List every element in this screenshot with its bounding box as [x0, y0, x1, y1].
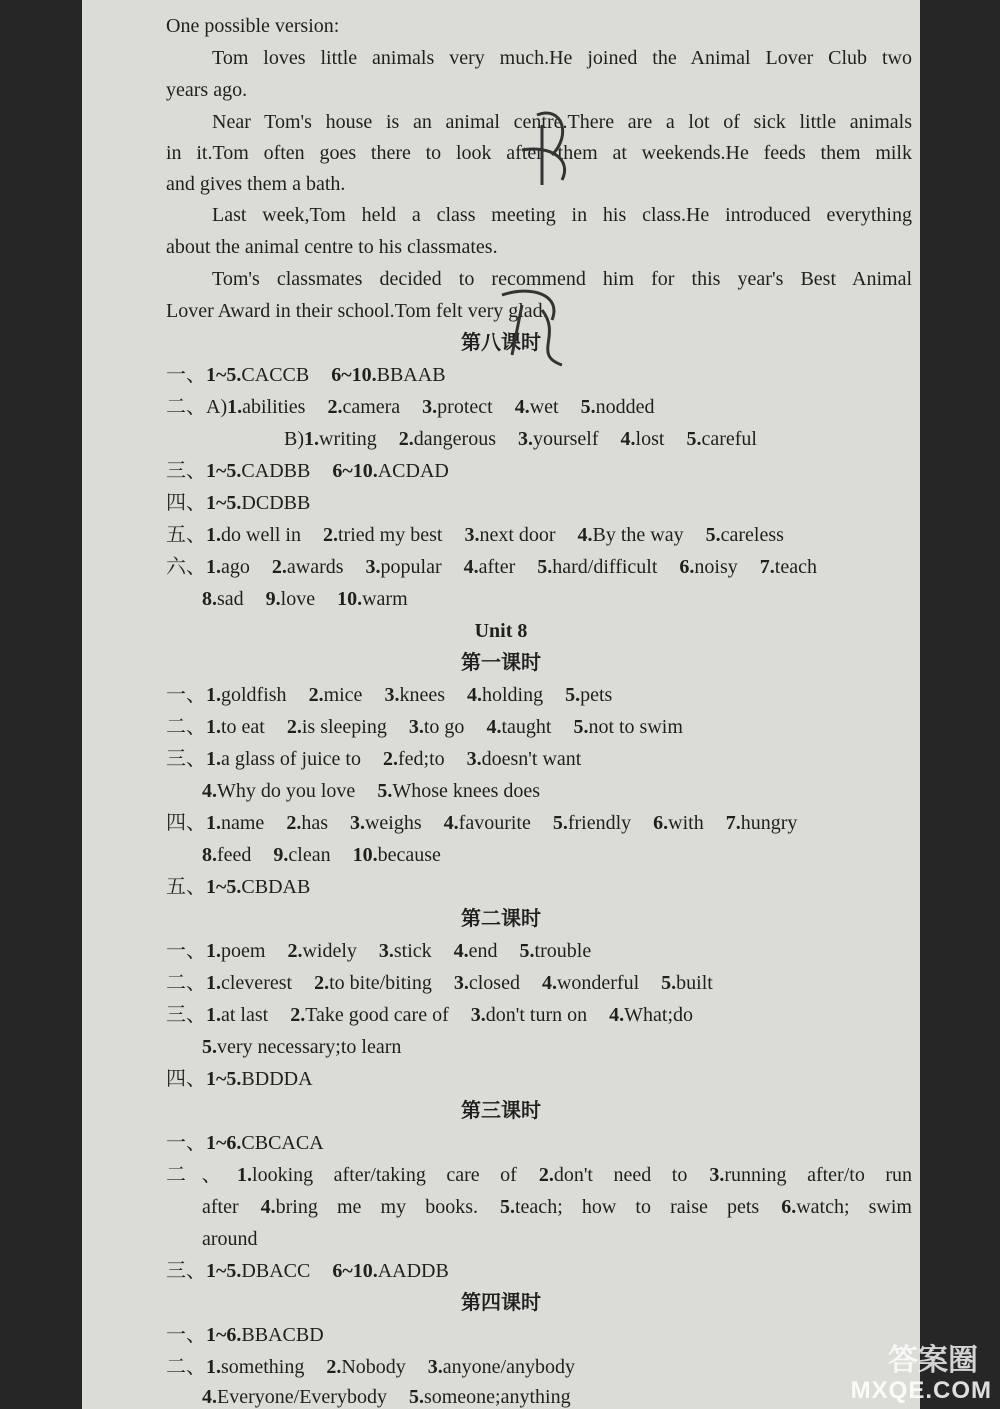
answer-row: 5.very necessary;to learn	[202, 1036, 402, 1058]
answer-row: 二、1.cleverest 2.to bite/biting 3.closed 4.wonderful 5.built	[166, 972, 713, 994]
answer-row: 三、1.at last 2.Take good care of 3.don't turn on 4.What;do	[166, 1004, 694, 1026]
answer-row: 4.Everyone/Everybody 5.someone;anything	[202, 1386, 571, 1408]
essay-line: and gives them a bath.	[166, 173, 346, 195]
answer-row: 一、1.poem 2.widely 3.stick 4.end 5.trouble	[166, 940, 592, 962]
essay-line: Tom loves little animals very much.He joined the Animal Lover Club two	[212, 47, 912, 69]
answer-row: 三、1~5.DBACC 6~10.AADDB	[166, 1260, 449, 1282]
section-heading: 第三课时	[461, 1100, 541, 1122]
answer-row: B)1.writing 2.dangerous 3.yourself 4.lost 5.careful	[284, 428, 757, 450]
unit-title: Unit 8	[474, 620, 528, 642]
answer-row: 四、1.name 2.has 3.weighs 4.favourite 5.friendly 6.with 7.hungry	[166, 812, 798, 834]
watermark	[820, 1337, 1000, 1409]
section-heading: 第四课时	[461, 1292, 541, 1314]
watermark-site: MXQE.COM	[850, 1377, 992, 1404]
answer-row: around	[202, 1228, 258, 1250]
answer-row: 4.Why do you love 5.Whose knees does	[202, 780, 541, 802]
watermark-logo: 答案圈	[888, 1343, 978, 1378]
answer-row: 二、A)1.abilities 2.camera 3.protect 4.wet 5.nodded	[166, 396, 655, 418]
essay-line: about the animal centre to his classmates.	[166, 236, 498, 258]
essay-line: Lover Award in their school.Tom felt very glad.	[166, 300, 548, 322]
answer-row: 一、1~6.BBACBD	[166, 1324, 324, 1346]
section-heading: 第二课时	[461, 908, 541, 930]
answer-row: 五、1~5.CBDAB	[166, 876, 311, 898]
essay-line: Last week,Tom held a class meeting in his class.He introduced everything	[212, 204, 912, 226]
answer-row: 六、1.ago 2.awards 3.popular 4.after 5.hard/difficult 6.noisy 7.teach	[166, 556, 817, 578]
answer-row: 四、1~5.DCDBB	[166, 492, 311, 514]
essay-line: Tom's classmates decided to recommend him for this year's Best Animal	[212, 268, 912, 290]
answer-row: 三、1~5.CADBB 6~10.ACDAD	[166, 460, 449, 482]
answer-row: 一、1~5.CACCB 6~10.BBAAB	[166, 364, 446, 386]
answer-row: 二、1.to eat 2.is sleeping 3.to go 4.taught 5.not to swim	[166, 716, 683, 738]
essay-line: Near Tom's house is an animal centre.There are a lot of sick little animals	[212, 111, 912, 133]
answer-row: 8.sad 9.love 10.warm	[202, 588, 408, 610]
answer-row: 一、1.goldfish 2.mice 3.knees 4.holding 5.pets	[166, 684, 613, 706]
essay-line: years ago.	[166, 79, 248, 101]
answer-row: 8.feed 9.clean 10.because	[202, 844, 441, 866]
answer-row: after 4.bring me my books. 5.teach; how to raise pets 6.watch; swim	[202, 1196, 912, 1218]
section-heading: 第八课时	[461, 332, 541, 354]
essay-intro: One possible version:	[166, 15, 340, 37]
answer-row: 二、1.something 2.Nobody 3.anyone/anybody	[166, 1356, 575, 1378]
answer-row: 二、1.looking after/taking care of 2.don't need to 3.running after/to run	[166, 1164, 912, 1186]
answer-row: 一、1~6.CBCACA	[166, 1132, 324, 1154]
answer-row: 五、1.do well in 2.tried my best 3.next door 4.By the way 5.careless	[166, 524, 784, 546]
essay-line: in it.Tom often goes there to look after them at weekends.He feeds them milk	[166, 142, 912, 164]
handwritten-annotation	[442, 95, 622, 400]
section-heading: 第一课时	[461, 652, 541, 674]
answer-row: 三、1.a glass of juice to 2.fed;to 3.doesn't want	[166, 748, 582, 770]
answer-row: 四、1~5.BDDDA	[166, 1068, 313, 1090]
